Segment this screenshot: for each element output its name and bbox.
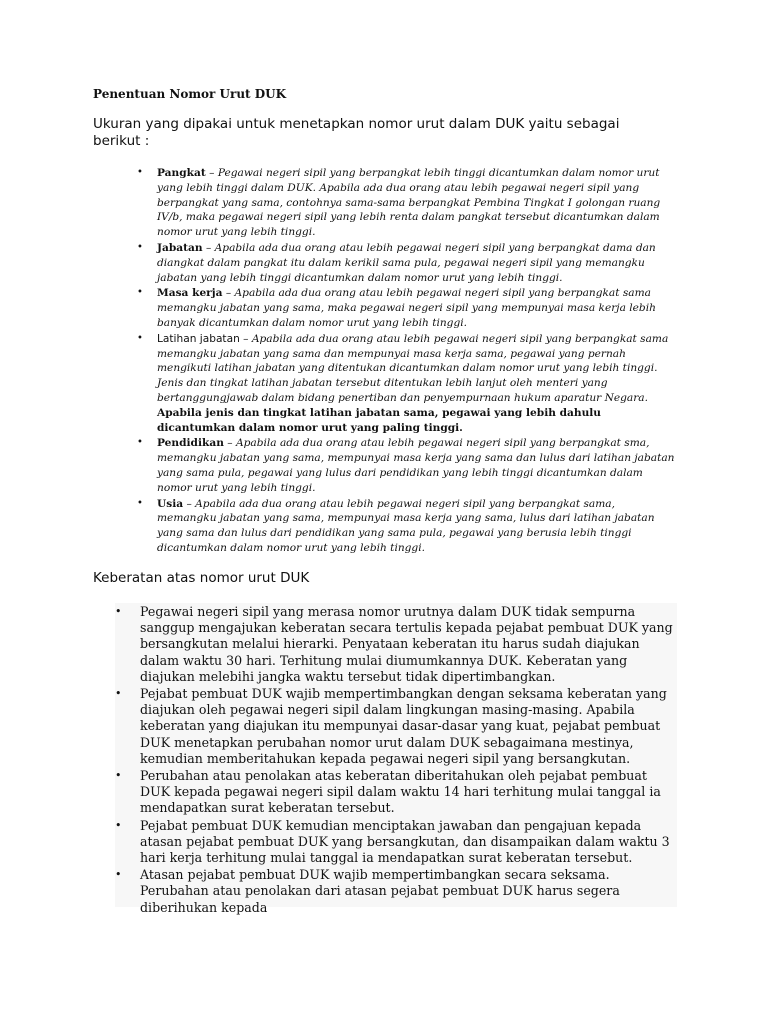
objection-text: Atasan pejabat pembuat DUK wajib mempertimbangkan secara seksama. Perubahan atau penolakan dari atasan pejabat pembuat DUK harus segera diberihukan kepada xyxy=(140,867,620,915)
objections-list xyxy=(115,604,675,917)
intro-paragraph: Ukuran yang dipakai untuk menetapkan nomor urut dalam DUK yaitu sebagai berikut : xyxy=(93,116,620,149)
criteria-description: Apabila ada dua orang atau lebih pegawai negeri sipil yang berpangkat sama, memangku jabatan yang sama, mempunyai masa kerja yang sama, lulus dari latihan jabatan yang sama dan lulus dari pendidikan yang sama pula, pegawai yang berusia lebih tinggi dicantumkan dalam nomor urut yang lebih tinggi. xyxy=(157,497,655,554)
criteria-term: Latihan jabatan xyxy=(157,332,240,345)
list-item xyxy=(115,768,675,817)
list-item xyxy=(115,867,675,916)
section-heading: Keberatan atas nomor urut DUK xyxy=(93,570,310,586)
objection-text: Pejabat pembuat DUK wajib mempertimbangkan dengan seksama keberatan yang diajukan oleh pegawai negeri sipil dalam lingkungan masing-masing. Apabila keberatan yang diajukan itu mempunyai dasar-dasar yang kuat, pejabat pembuat DUK menetapkan perubahan nomor urut dalam DUK sebagaimana mestinya, kemudian memberitahukan kepada pegawai negeri sipil yang bersangkutan. xyxy=(140,686,667,766)
criteria-note: Apabila jenis dan tingkat latihan jabatan sama, pegawai yang lebih dahulu dicantumkan dalam nomor urut yang paling tinggi. xyxy=(157,406,602,434)
criteria-dash: – xyxy=(202,241,215,254)
criteria-term: Masa kerja xyxy=(157,287,223,300)
criteria-description: Apabila ada dua orang atau lebih pegawai negeri sipil yang berpangkat sma, memangku jabatan yang sama, mempunyai masa kerja yang sama dan lulus dari latihan jabatan yang sama pula, pegawai yang lulus dari pendidikan yang lebih tinggi dicantumkan dalam nomor urut yang lebih tinggi. xyxy=(157,437,675,494)
objection-text: Perubahan atau penolakan atas keberatan diberitahukan oleh pejabat pembuat DUK kepada pegawai negeri sipil dalam waktu 14 hari terhitung mulai tanggal ia mendapatkan surat keberatan tersebut. xyxy=(140,768,661,816)
criteria-description: Apabila ada dua orang atau lebih pegawai negeri sipil yang berpangkat dama dan diangkat dalam pangkat itu dalam kerikil sama pula, pegawai negeri sipil yang memangku jabatan yang lebih tinggi dicantumkan dalam nomor urut yang lebih tinggi. xyxy=(157,241,656,284)
document-title: Penentuan Nomor Urut DUK xyxy=(93,87,287,101)
list-item xyxy=(115,818,675,867)
criteria-dash: – xyxy=(205,167,218,179)
bullet-icon: • xyxy=(137,167,143,178)
objection-text: Pejabat pembuat DUK kemudian menciptakan jawaban dan pengajuan kepada atasan pejabat pembuat DUK yang bersangkutan, dan disampaikan dalam waktu 3 hari kerja terhitung mulai tanggal ia mendapatkan surat keberatan tersebut. xyxy=(140,817,670,866)
list-item xyxy=(115,686,675,767)
criteria-dash: – xyxy=(183,497,196,510)
bullet-icon: • xyxy=(115,769,122,783)
bullet-icon: • xyxy=(137,332,143,344)
criteria-term: Usia xyxy=(157,497,184,510)
bullet-icon: • xyxy=(115,687,122,701)
bullet-icon: • xyxy=(137,287,143,299)
bullet-icon: • xyxy=(137,241,143,253)
criteria-dash: – xyxy=(223,437,236,450)
bullet-icon: • xyxy=(115,868,122,882)
criteria-term: Pendidikan xyxy=(157,437,224,450)
bullet-icon: • xyxy=(137,497,143,509)
bullet-icon: • xyxy=(137,437,143,449)
criteria-dash: – xyxy=(222,287,235,300)
criteria-term: Jabatan xyxy=(157,241,203,254)
bullet-icon: • xyxy=(115,818,122,832)
objection-text: Pegawai negeri sipil yang merasa nomor urutnya dalam DUK tidak sempurna sanggup mengajukan keberatan secara tertulis kepada pejabat pembuat DUK yang bersangkutan melalui hierarki. Penyataan keberatan itu harus sudah diajukan dalam waktu 30 hari. Terhitung mulai diumumkannya DUK. Keberatan yang diajukan melebihi jangka waktu tersebut tidak dipertimbangkan. xyxy=(140,604,673,684)
criteria-dash: – xyxy=(239,332,252,345)
criteria-description: Apabila ada dua orang atau lebih pegawai negeri sipil yang berpangkat sama memangku jabatan yang sama, maka pegawai negeri sipil yang mempunyai masa kerja lebih banyak dicantumkan dalam nomor urut yang lebih tinggi. xyxy=(157,287,656,329)
criteria-term: Pangkat xyxy=(157,167,206,179)
list-item xyxy=(115,604,675,685)
bullet-icon: • xyxy=(115,605,122,618)
criteria-description: Apabila ada dua orang atau lebih pegawai negeri sipil yang berpangkat sama memangku jabatan yang sama dan mempunyai masa kerja sama, pegawai yang pernah mengikuti latihan jabatan yang ditentukan dicantumkan dalam nomor urut yang lebih tinggi. Jenis dan tingkat latihan jabatan tersebut ditentukan lebih lanjut oleh menteri yang bertanggungjawab dalam bidang penertiban dan penyempurnaan hukum aparatur Negara. xyxy=(157,332,669,404)
criteria-description: Pegawai negeri sipil yang berpangkat lebih tinggi dicantumkan dalam nomor urut yang lebih tinggi dalam DUK. Apabila ada dua orang atau lebih pegawai negeri sipil yang berpangkat yang sama, contohnya sama-sama berpangkat Pembina Tingkat I golongan ruang IV/b, maka pegawai negeri sipil yang lebih renta dalam pangkat tersebut dicantumkan dalam nomor urut yang lebih tinggi. xyxy=(157,167,661,239)
